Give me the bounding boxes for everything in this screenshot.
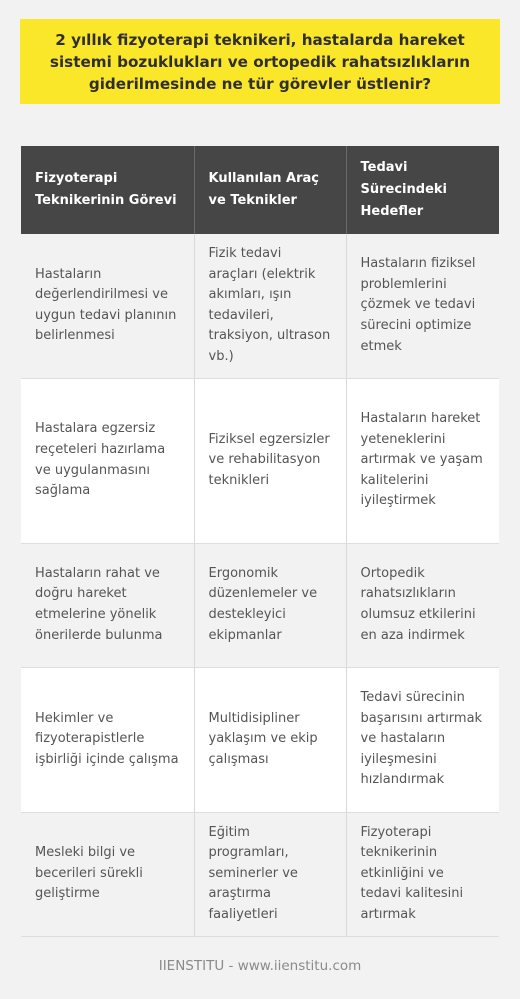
table-cell-task: Hastaların değerlendirilmesi ve uygun tedavi planının belirlenmesi: [21, 234, 194, 378]
table-cell-task: Hekimler ve fizyoterapistlerle işbirliği içinde çalışma: [21, 667, 194, 812]
table-row: [21, 543, 499, 667]
table-row: [21, 812, 499, 936]
table-cell-tools: Eğitim programları, seminerler ve araştırma faaliyetleri: [194, 812, 346, 936]
title-banner: [20, 19, 500, 104]
table-row: [21, 667, 499, 812]
column-header-tools: Kullanılan Araç ve Teknikler: [194, 146, 346, 234]
table-cell-goals: Ortopedik rahatsızlıkların olumsuz etkilerini en aza indirmek: [346, 543, 499, 667]
footer-credit: IIENSTITU - www.iienstitu.com: [158, 958, 362, 974]
table-cell-tools: Multidisipliner yaklaşım ve ekip çalışması: [194, 667, 346, 812]
table-cell-task: Hastaların rahat ve doğru hareket etmelerine yönelik önerilerde bulunma: [21, 543, 194, 667]
table-cell-goals: Hastaların fiziksel problemlerini çözmek ve tedavi sürecini optimize etmek: [346, 234, 499, 378]
table-cell-goals: Tedavi sürecinin başarısını artırmak ve hastaların iyileşmesini hızlandırmak: [346, 667, 499, 812]
table-cell-tools: Fiziksel egzersizler ve rehabilitasyon teknikleri: [194, 378, 346, 543]
table-cell-goals: Fizyoterapi teknikerinin etkinliğini ve tedavi kalitesini artırmak: [346, 812, 499, 936]
column-header-task: Fizyoterapi Teknikerinin Görevi: [21, 146, 194, 234]
table-header-row: [21, 146, 499, 234]
page-title: 2 yıllık fizyoterapi teknikeri, hastalarda hareket sistemi bozuklukları ve ortopedik rahatsızlıkların giderilmesinde ne tür görevler üstlenir?: [49, 30, 471, 93]
table-row: [21, 234, 499, 378]
column-header-goals: Tedavi Sürecindeki Hedefler: [346, 146, 499, 234]
table-cell-task: Hastalara egzersiz reçeteleri hazırlama ve uygulanmasını sağlama: [21, 378, 194, 543]
table-cell-tools: Fizik tedavi araçları (elektrik akımları, ışın tedavileri, traksiyon, ultrason vb.): [194, 234, 346, 378]
table-cell-goals: Hastaların hareket yeteneklerini artırmak ve yaşam kalitelerini iyileştirmek: [346, 378, 499, 543]
table-cell-tools: Ergonomik düzenlemeler ve destekleyici ekipmanlar: [194, 543, 346, 667]
table-row: [21, 378, 499, 543]
table-cell-task: Mesleki bilgi ve becerileri sürekli geliştirme: [21, 812, 194, 936]
info-table: [21, 146, 499, 937]
